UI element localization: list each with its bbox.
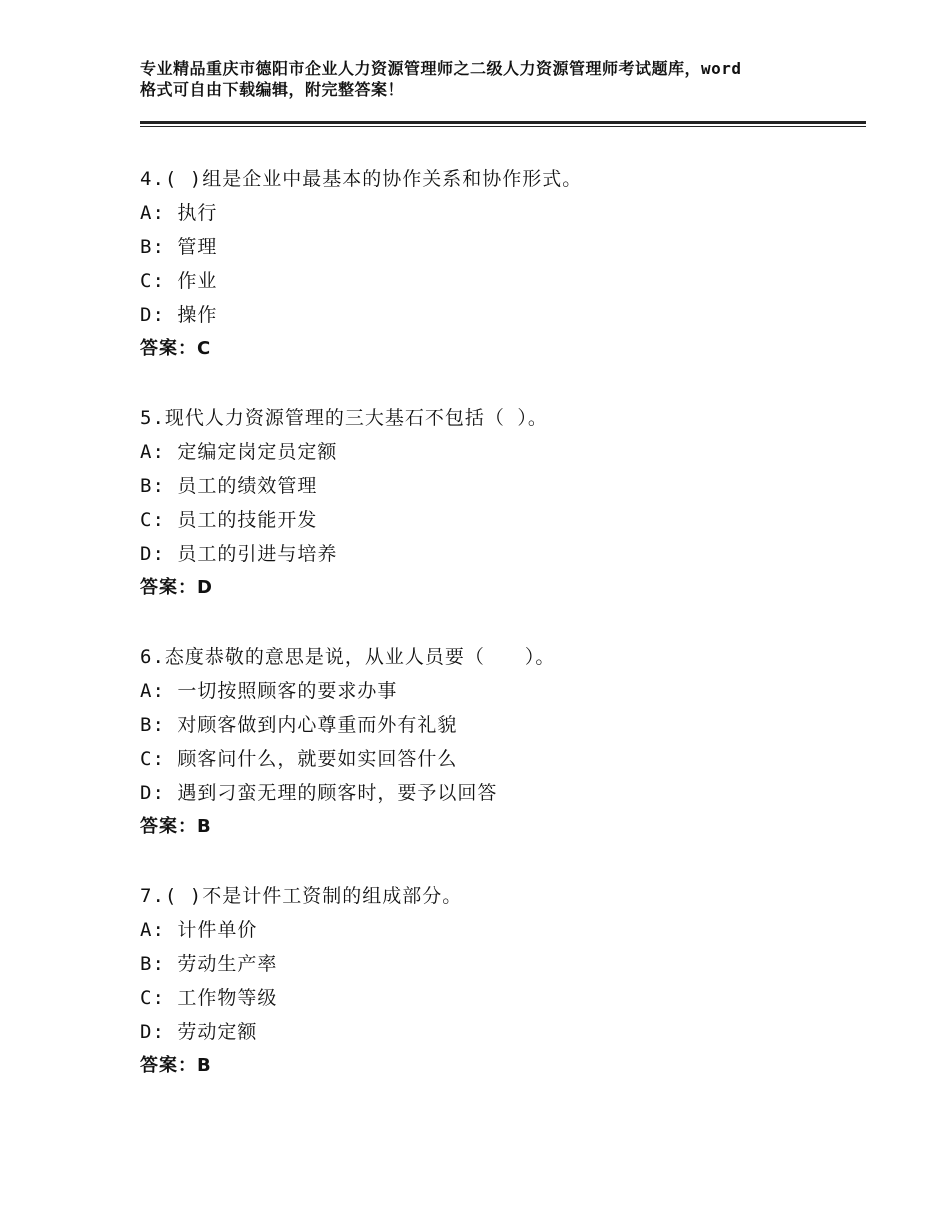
answer-line: 答案：B xyxy=(140,1055,212,1076)
option-b: B: 管理 xyxy=(140,236,218,258)
header-divider-thin xyxy=(140,126,866,127)
question-7 xyxy=(140,879,866,1118)
option-d: D: 劳动定额 xyxy=(140,1021,258,1043)
question-5 xyxy=(140,401,866,640)
option-c: C: 作业 xyxy=(140,270,218,292)
option-a: A: 定编定岗定员定额 xyxy=(140,441,338,463)
header-line-2: 格式可自由下载编辑，附完整答案！ xyxy=(140,80,405,99)
header-line-1: 专业精品重庆市德阳市企业人力资源管理师之二级人力资源管理师考试题库，word xyxy=(140,59,742,78)
option-c: C: 顾客问什么，就要如实回答什么 xyxy=(140,748,458,770)
option-d: D: 员工的引进与培养 xyxy=(140,543,338,565)
option-d: D: 操作 xyxy=(140,304,218,326)
option-d: D: 遇到刁蛮无理的顾客时，要予以回答 xyxy=(140,782,498,804)
option-b: B: 劳动生产率 xyxy=(140,953,278,975)
question-4 xyxy=(140,162,866,401)
question-stem: 6.态度恭敬的意思是说，从业人员要（ ）。 xyxy=(140,646,556,668)
option-a: A: 计件单价 xyxy=(140,919,258,941)
document-header xyxy=(140,58,840,100)
question-stem: 7.( )不是计件工资制的组成部分。 xyxy=(140,885,463,907)
option-a: A: 一切按照顾客的要求办事 xyxy=(140,680,398,702)
answer-line: 答案：B xyxy=(140,816,212,837)
header-divider-thick xyxy=(140,121,866,124)
answer-line: 答案：C xyxy=(140,338,212,359)
option-c: C: 员工的技能开发 xyxy=(140,509,318,531)
answer-line: 答案：D xyxy=(140,577,213,598)
question-stem: 4.( )组是企业中最基本的协作关系和协作形式。 xyxy=(140,168,583,190)
option-b: B: 对顾客做到内心尊重而外有礼貌 xyxy=(140,714,458,736)
question-6 xyxy=(140,640,866,879)
option-c: C: 工作物等级 xyxy=(140,987,278,1009)
option-a: A: 执行 xyxy=(140,202,218,224)
option-b: B: 员工的绩效管理 xyxy=(140,475,318,497)
question-list xyxy=(140,162,866,1118)
question-stem: 5.现代人力资源管理的三大基石不包括（ ）。 xyxy=(140,407,548,429)
